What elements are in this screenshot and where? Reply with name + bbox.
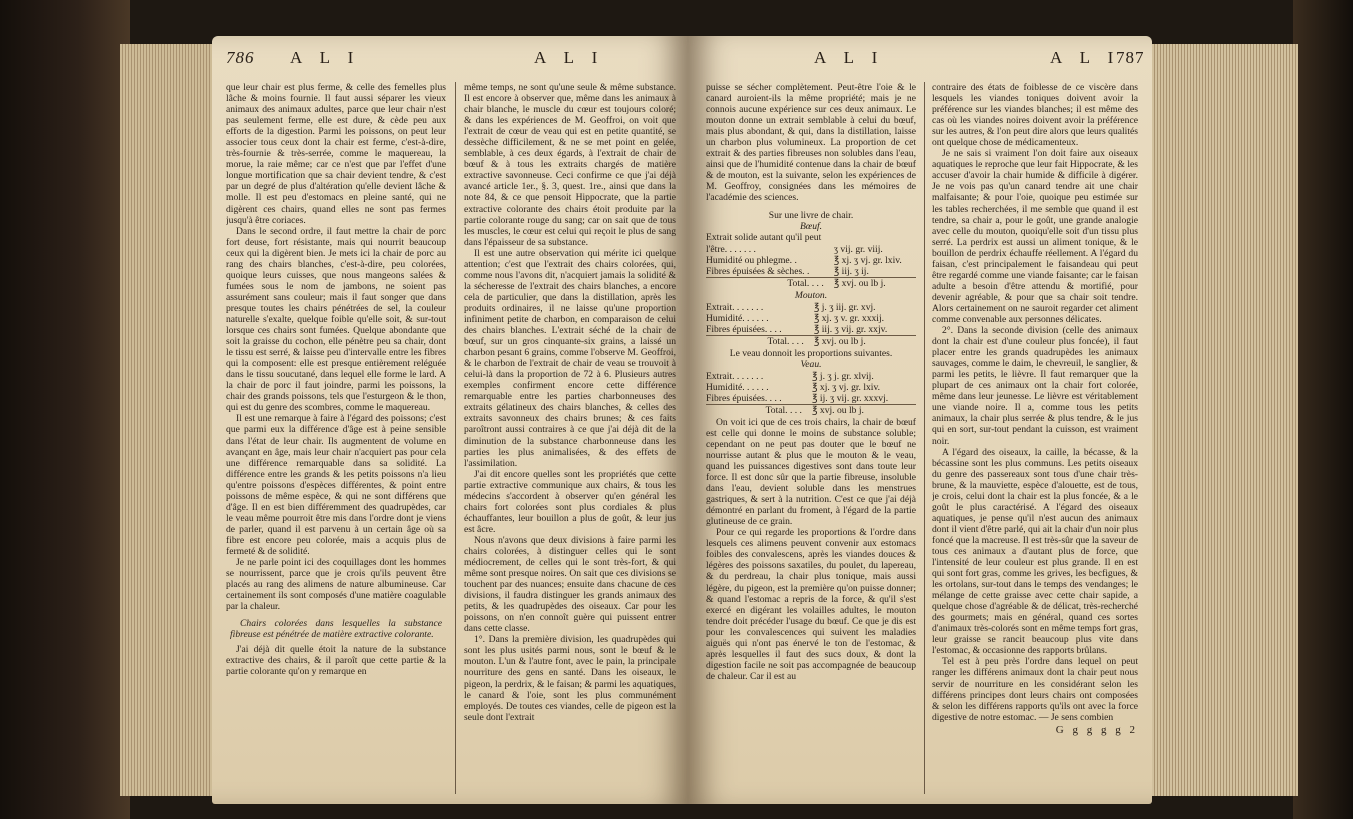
paragraph: même temps, ne sont qu'une seule & même substance. Il est encore à observer que, même dans les animaux à chair blanche, le muscle du cœur est toujours coloré; & dans les expériences de M. Geoffroi, on voit que l'extrait de cœur de veau qui est en petite quantité, se dessèche difficilement, & ne se met point en gelée, semblable, à ces deux égards, à l'extrait de chair de bœuf & à tous les extraits chargés de matière extractive savonneuse. Ceci confirme ce que j'ai déjà avancé article 1er., §. 3, quest. 1re., ainsi que dans la note 84, & ce que pensoit Hippocrate, que la partie extractive colorante des chairs étoit produite par la partie colorante rouge du sang; car on sait que de tous les muscles, le cœur est celui qui reçoit le plus de sang dans l'épaisseur de sa substance.: [464, 82, 676, 248]
right-head-a: A L I: [814, 48, 885, 67]
column-divider: [924, 82, 925, 794]
section-heading: Chairs colorées dans lesquelles la substance fibreuse est pénétrée de matière extractive colorante.: [230, 618, 442, 641]
paragraph: Je ne parle point ici des coquillages dont les hommes se nourrissent, parce que je crois qu'ils peuvent être placés au rang des alimens de nature albumineuse. Car certainement ils sont composés d'une matière coagulable par la chaleur.: [226, 557, 446, 613]
left-column-1: [226, 82, 446, 804]
mutton-title: Mouton.: [794, 289, 828, 301]
right-head-b: A L I: [1050, 48, 1121, 67]
table-row: Extrait. . . . . . . ℥ j. ʒ iij. gr. xvj.: [706, 301, 876, 313]
table-row: Extrait. . . . . . . ℥ j. ʒ j. gr. xlvij.: [706, 370, 874, 382]
table-row: Fibres épuisées. . . . ℥ ij. ʒ vij. gr. xxxvj.: [706, 392, 889, 404]
table-total-row: Total. . . . ℥ xvj. ou lb j.: [706, 277, 916, 289]
table-row: Fibres épuisées & sèches. . ℥ iij. ʒ ij.: [706, 265, 869, 277]
page-stack-right: [1148, 44, 1298, 796]
paragraph: J'ai déjà dit quelle étoit la nature de la substance extractive des chairs, & il paroît que cette partie & la partie colorante qu'on y remarque en: [226, 644, 446, 678]
left-column-2: [464, 82, 676, 804]
paragraph: Tel est à peu près l'ordre dans lequel on peut ranger les différens animaux dont la chair peut nous servir de nourriture en les considérant selon les différens principes dont leurs chairs ont composées & selon les différens rapports qu'ils ont avec la force digestive de notre estomac. — Je sens combien: [932, 656, 1138, 723]
paragraph: Il est une remarque à faire à l'égard des poissons; c'est que parmi eux la différence d'âge est à peine sensible dans l'état de leur chair. Ils augmentent de volume en avançant en âge, mais leur chair n'acquiert pas pour cela une différence remarquable dans sa solidité. La différence entre les grands & les petits poissons n'a lieu qu'entre poissons d'espèces différentes, & point entre poissons de même espèce, & qui ne sont différens que d'âge. Il en est bien différemment des quadrupèdes, car le veau même pourroit être mis dans l'ordre dont je viens de parler, quand il est parvenu à un certain âge où sa fibre est encore peu colorée, mais a acquis plus de fermeté & de solidité.: [226, 413, 446, 557]
paragraph: que leur chair est plus ferme, & celle des femelles plus lâche & moins fournie. Il faut aussi séparer les vieux animaux des animaux adultes, parce que leur chair n'est pas seulement ferme, elle est dure, & cède peu aux efforts de la digestion. Parmi les poissons, on peut leur associer tous ceux dont la chair est ferme, c'est-à-dire, très-fournie & très-serrée, comme le maquereau, la morue, la raie même; car ce n'est que par l'effet d'une longue mortification que sa chair devient tendre, & c'est par un degré de plus d'altération qu'elle devient lâche & molle. Il est peu d'estomacs en pleine santé, qui ne digèrent ces chairs, quand elles ne sont pas fermes jusqu'à être coriaces.: [226, 82, 446, 226]
paragraph: Je ne sais si vraiment l'on doit faire aux oiseaux aquatiques le reproche que leur fait Hippocrate, & les accuser d'avoir la chair humide & difficile à digérer. Je ne vois pas qu'un canard tendre ait une chair malfaisante; & pour l'oie, quoique peu estimée sur les tables recherchées, il me semble que quand il est tendre, sa chair a, pour le goût, une grande analogie avec celle du mouton, quoiqu'elle soit d'un tissu plus serré. La perdrix est aussi un aliment tonique, & le bouillon de perdrix échauffe réellement. A l'égard du faisan, c'est principalement le faisandeau qui peut être regardé comme une viande faisante; car le faisan adulte a besoin d'être attendu & mortifié, pour devenir agréable, & pour que sa chair soit tendre. Alors certainement on ne sauroit regarder cet aliment comme convenable aux personnes délicates.: [932, 148, 1138, 325]
left-head-a: A L I: [290, 48, 361, 67]
paragraph: 2°. Dans la seconde division (celle des animaux dont la chair est d'une couleur plus foncée), il faut placer entre les grands quadrupèdes les animaux sauvages, comme le daim, le chevreuil, le sanglier, & parmi les petits, le lièvre. Il faut remarquer que la plupart de ces animaux ont la chair fort colorée, même dans leur jeunesse. Le lièvre est véritablement une viande noire. Il a, comme tous les petits animaux, la chair plus serrée & plus tendre, & le jus qui en sort, sur-tout pendant la cuisson, est vraiment noir.: [932, 325, 1138, 447]
paragraph: On voit ici que de ces trois chairs, la chair de bœuf est celle qui donne le moins de substance soluble; cependant on ne peut pas douter que le bœuf ne nourrisse autant & plus que le mouton & le veau, quand les puissances digestives sont dans toute leur force. Il est donc sûr que la partie fibreuse, insoluble dans l'eau, devient soluble dans les menstrues gastriques, & sert à la nutrition. C'est ce que j'ai déjà démontré en parlant du froment, à l'égard de la partie glutineuse de ce grain.: [706, 416, 916, 528]
right-page-number: 787: [1116, 48, 1145, 67]
right-column-2: [932, 82, 1138, 804]
page-stack-left: [120, 44, 216, 796]
mutton-table: [706, 302, 916, 347]
left-running-header: [212, 48, 688, 74]
table-row: Humidité. . . . . . ℥ xj. ʒ v. gr. xxxij.: [706, 312, 885, 324]
veal-table: [706, 371, 916, 416]
paragraph: Il est une autre observation qui mérite ici quelque attention; c'est que l'extrait des chairs colorées, qui, comme nous l'avons dit, n'acquiert jamais la solidité & la sécheresse de l'extrait des chairs blanches, a encore cela de particulier, que dans la distillation, après les produits ordinaires, il ne laisse qu'une proportion infiniment petite de charbon, en comparaison de celui des chairs blanches. L'extrait séché de la chair de bœuf, sur un gros cinquante-six grains, a laissé un charbon pesant 6 grains, comme l'observe M. Geoffroi, & le charbon de l'extrait de chair de veau se trouvoit à celui-là dans la proportion de 72 à 6. Plusieurs autres exemples confirment encore cette différence remarquable entre les parties charbonneuses des extraits gélatineux des chairs blanches, & celles des extraits savonneux des chairs brunes; & ces faits paroîtront aussi contraires à ce que j'ai déjà dit de la diminution de la substance charbonneuse dans les parties les plus animalisées, & des effets de l'assimilation.: [464, 247, 676, 469]
book-edge-right: [1293, 0, 1353, 819]
paragraph: contraire des états de foiblesse de ce viscère dans lesquels les viandes toniques doivent avoir la préférence sur les viandes blanches; il est même des cas où les viandes noires doivent avoir la préférence sur les autres, & l'on peut dire alors que leurs qualités ont quelque chose de médicamenteux.: [932, 82, 1138, 149]
signature-mark: G g g g g 2: [1055, 723, 1138, 736]
paragraph: Nous n'avons que deux divisions à faire parmi les chairs colorées, à distinguer celles qui le sont médiocrement, de celles qui le sont très-fort, & qui même sont presque noires. On sait que ces divisions se touchent par des nuances; ensuite dans chacune de ces divisions, il faudra distinguer les grands animaux des petits, & les quadrupèdes des oiseaux. Car pour les poissons, on n'en connoît guère qui puissent entrer dans cette classe.: [464, 534, 676, 635]
veal-title: Veau.: [800, 358, 822, 370]
paragraph: 1°. Dans la première division, les quadrupèdes qui sont les plus usités parmi nous, sont le bœuf & le mouton. L'un & l'autre font, avec le pain, la principale nourriture des gens en santé. Dans les oiseaux, le pigeon, la perdrix, & le faisan; & parmi les aquatiques, le canard & l'oie, sont les plus communément employés. De toutes ces viandes, celle de pigeon est la seule dont l'extrait: [464, 634, 676, 723]
right-page: [688, 36, 1152, 804]
paragraph: J'ai dit encore quelles sont les propriétés que cette partie extractive communique aux chairs, & tous les médecins s'accordent à observer qu'en général les chairs fort colorées sont plus cordiales & plus échauffantes, leur bouillon a plus de goût, & leur jus est âcre.: [464, 468, 676, 535]
table-row: l'être. . . . . . . ʒ vij. gr. viij.: [706, 243, 883, 255]
veal-intro: Le veau donnoit les proportions suivantes.: [729, 347, 893, 359]
paragraph: puisse se sécher complètement. Peut-être l'oie & le canard auroient-ils la même propriété; mais je ne connois aucune expérience sur ces deux animaux. Le mouton donne un extrait semblable à celui du bœuf, mais plus abondant, & qui, dans la distillation, laisse un charbon plus volumineux. La proportion de cet extrait & des parties fibreuses non solubles dans l'eau, ainsi que de l'humidité contenue dans la chair de bœuf & de mouton, est la suivante, selon les expériences de M. Geoffroy, consignées dans les mémoires de l'académie des sciences.: [706, 82, 916, 204]
paragraph: A l'égard des oiseaux, la caille, la bécasse, & la bécassine sont les plus communs. Les petits oiseaux du genre des passereaux sont tous d'une chair très-brune, & la mauviette, espèce d'alouette, est de tous, je crois, celui dont la chair est la plus foncée, & a le goût le plus caractérisé. A l'égard des oiseaux aquatiques, je pense qu'il n'est aucun des animaux dont il vient d'être parlé, qui ait la chair d'un noir plus foncé que la macreuse. Il est très-sûr que la saveur de tous ces animaux a d'autant plus de force, que l'intensité de leur couleur est plus grande. Il en est qui sont fort gras, comme les grives, les becfigues, & les ortolans, sur-tout dans le temps des vendanges; le mélange de cette graisse avec cette chair sapide, a quelque chose d'agréable & de délicat, très-recherché des gourmets; mais en général, quand ces sortes d'animaux très-colorés sont en même temps fort gras, leur graisse se rancit beaucoup plus vite dans l'estomac, & occasionne des rapports brûlans.: [932, 446, 1138, 657]
table-total-row: Total. . . . ℥ xvj. ou lb j.: [706, 335, 916, 347]
book-edge-left: [0, 0, 130, 819]
table-row: Humidité. . . . . . ℥ xj. ʒ vj. gr. lxiv.: [706, 381, 881, 393]
table-total-row: Total. . . . ℥ xvj. ou lb j.: [706, 404, 916, 416]
beef-lead: Extrait solide autant qu'il peut: [706, 231, 822, 243]
right-running-header: [688, 48, 1152, 74]
table-row: Fibres épuisées. . . . ℥ iij. ʒ vij. gr. xxjv.: [706, 323, 888, 335]
paragraph: Dans le second ordre, il faut mettre la chair de porc fort deuse, fort résistante, mais qui nourrit beaucoup ceux qui la digèrent bien. Je mets ici la chair de porc au rang des chairs blanches, c'est-à-dire, peu colorées, quoique leurs cuisses, que nous mangeons salées & fumées sous le nom de jambons, ne soient pas assurément sans couleur; mais il faut songer que dans presque toutes les chairs pénétrées de sel, la couleur naturelle s'exalte, quelque foible qu'elle soit, & sur-tout lorsque ces chairs sont fumées. Quelque abondante que soit la graisse du cochon, elle pénètre peu sa chair, dont le tissu est serré, & laisse peu d'intervalle entre les fibres qui la composent: elle est presque entièrement reléguée dans le tissu soucutané, dans lequel elle forme le lard. A la chair de porc il faut joindre, parmi les poissons, la chair des grands poissons, tels que l'esturgeon & le thon, qui est du genre des scombres, comme le maquereau.: [226, 225, 446, 414]
left-page-number: 786: [226, 48, 255, 67]
beef-table: [706, 244, 916, 289]
paragraph: Pour ce qui regarde les proportions & l'ordre dans lesquels ces alimens peuvent convenir aux estomacs foibles des convalescens, après les viandes douces & légères des poissons saxatiles, du poulet, du lapereau, & du perdreau, la chair plus tonique, mais aussi légère, du pigeon, est la première qu'on puisse donner; & quand l'estomac a repris de la force, & qu'il s'est exercé en digérant les volailles adultes, le mouton tendre doit précéder l'usage du bœuf. Ce que je dis est pour les convalescences qui suivent les maladies aiguës qui n'ont pas énervé le ton de l'estomac, & après lesquelles il faut des sucs doux, & dont la digestion facile ne soit pas accompagnée de beaucoup de chaleur. Car il est au: [706, 527, 916, 682]
column-divider: [455, 82, 456, 794]
right-column-1: [706, 82, 916, 804]
table-intro: Sur une livre de chair.: [768, 209, 854, 221]
left-head-b: A L I: [534, 48, 605, 67]
beef-title: Bœuf.: [799, 220, 823, 232]
table-row: Humidité ou phlegme. . ℥ xj. ʒ vj. gr. lxiv.: [706, 254, 902, 266]
left-page: [212, 36, 688, 804]
